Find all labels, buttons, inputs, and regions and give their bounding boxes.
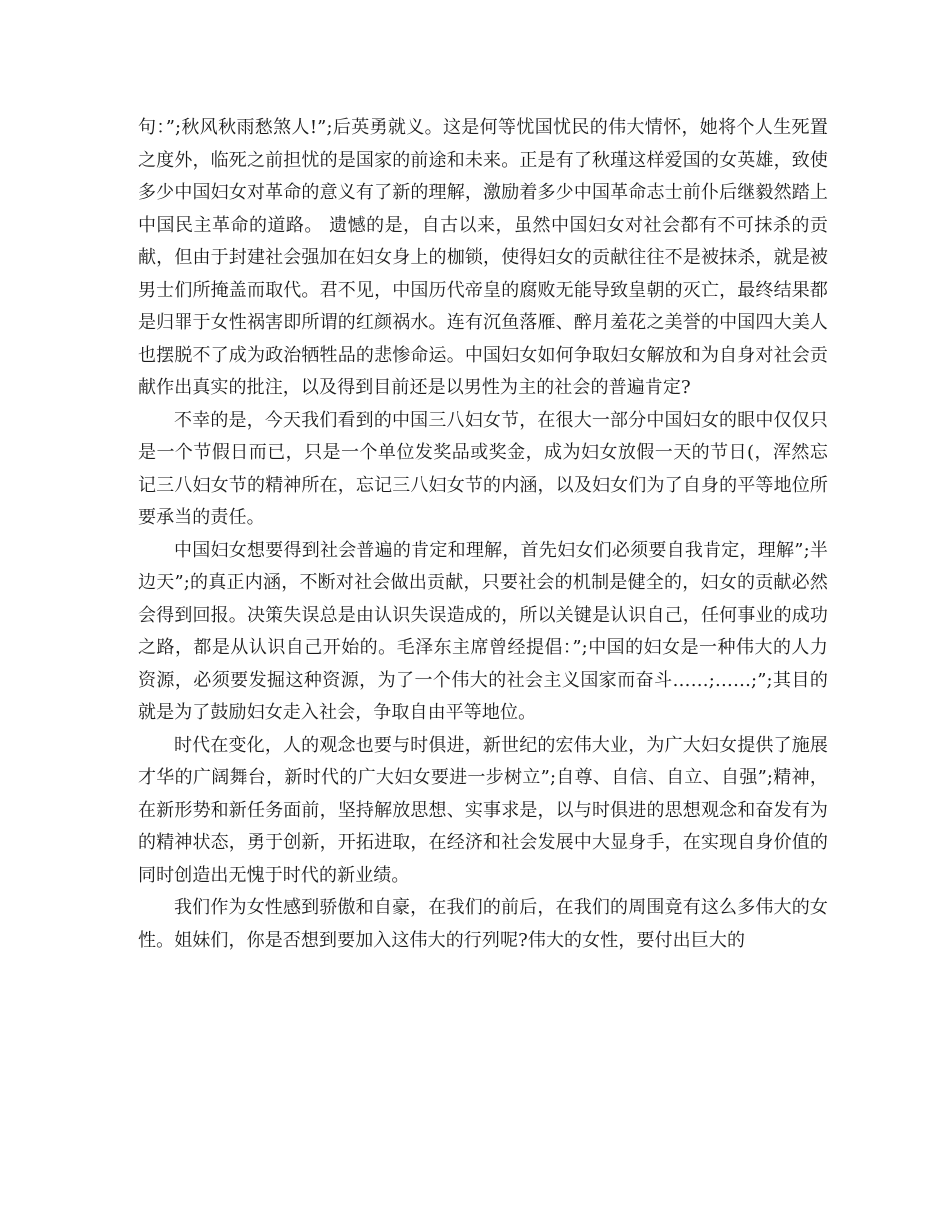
- paragraph-4: 时代在变化，人的观念也要与时俱进，新世纪的宏伟大业，为广大妇女提供了施展才华的广阔舞台，新时代的广大妇女要进一步树立”;自尊、自信、自立、自强”;精神，在新形势和新任务面前，坚持解放思想、实事求是，以与时俱进的思想观念和奋发有为的精神状态，勇于创新，开拓进取，在经济和社会发展中大显身手，在实现自身价值的同时创造出无愧于时代的新业绩。: [138, 734, 828, 886]
- paragraph-5: 我们作为女性感到骄傲和自豪，在我们的前后，在我们的周围竟有这么多伟大的女性。姐妹们，你是否想到要加入这伟大的行列呢?伟大的女性，要付出巨大的: [138, 897, 828, 951]
- document-body: [138, 112, 828, 957]
- paragraph-3: 中国妇女想要得到社会普遍的肯定和理解，首先妇女们必须要自我肯定，理解”;半边天”;的真正内涵，不断对社会做出贡献，只要社会的机制是健全的，妇女的贡献必然会得到回报。决策失误总是由认识失误造成的，所以关键是认识自己，任何事业的成功之路，都是从认识自己开始的。毛泽东主席曾经提倡：”;中国的妇女是一种伟大的人力资源，必须要发掘这种资源，为了一个伟大的社会主义国家而奋斗……;……;”;其目的就是为了鼓励妇女走入社会，争取自由平等地位。: [138, 539, 828, 723]
- paragraph-2: 不幸的是，今天我们看到的中国三八妇女节，在很大一部分中国妇女的眼中仅仅只是一个节假日而已，只是一个单位发奖品或奖金，成为妇女放假一天的节日(，浑然忘记三八妇女节的精神所在，忘记三八妇女节的内涵，以及妇女们为了自身的平等地位所要承当的责任。: [138, 409, 828, 528]
- paragraph-1: 句：”;秋风秋雨愁煞人!”;后英勇就义。这是何等忧国忧民的伟大情怀，她将个人生死置之度外，临死之前担忧的是国家的前途和未来。正是有了秋瑾这样爱国的女英雄，致使多少中国妇女对革命的意义有了新的理解，激励着多少中国革命志士前仆后继毅然踏上中国民主革命的道路。 遗憾的是，自古以来，虽然中国妇女对社会都有不可抹杀的贡献，但由于封建社会强加在妇女身上的枷锁，使得妇女的贡献往往不是被抹杀，就是被男士们所掩盖而取代。君不见，中国历代帝皇的腐败无能导致皇朝的灭亡，最终结果都是归罪于女性祸害即所谓的红颜祸水。连有沉鱼落雁、醉月羞花之美誉的中国四大美人也摆脱不了成为政治牺牲品的悲惨命运。中国妇女如何争取妇女解放和为自身对社会贡献作出真实的批注，以及得到目前还是以男性为主的社会的普遍肯定?: [138, 117, 828, 398]
